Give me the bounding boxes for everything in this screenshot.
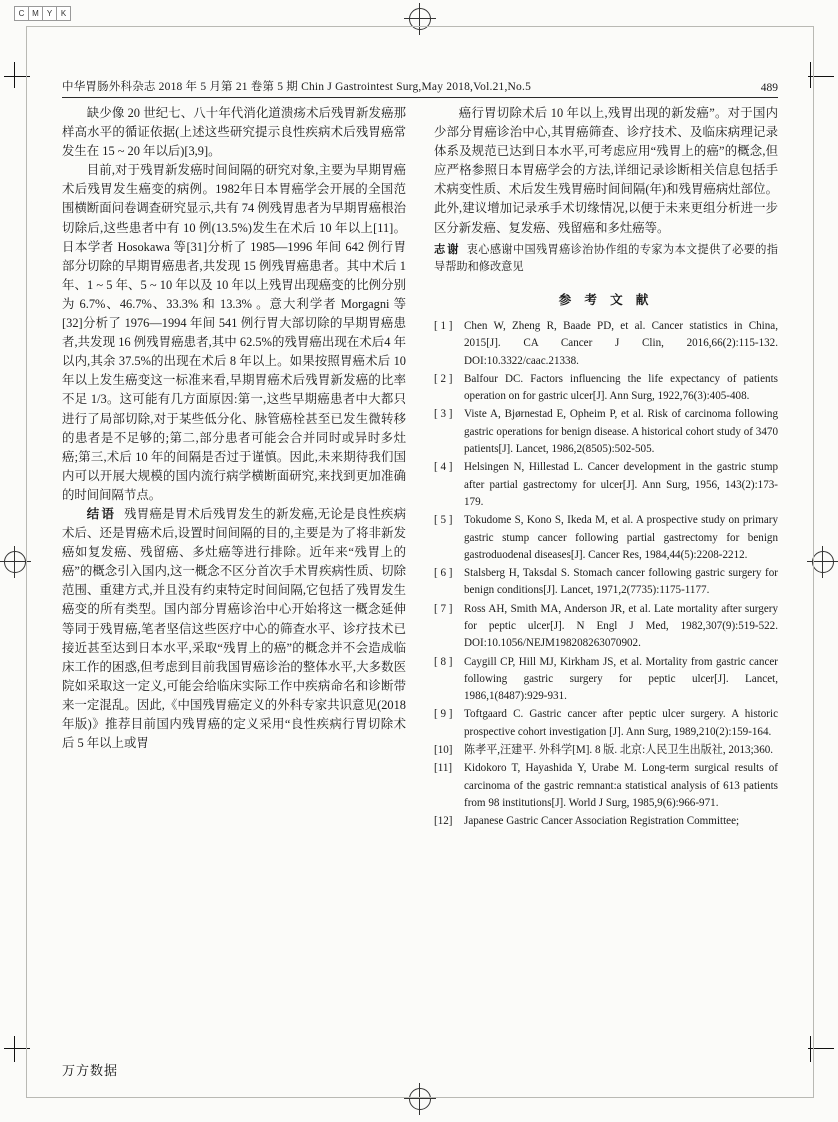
summary-label: 结语 bbox=[86, 506, 117, 521]
reference-text: Ross AH, Smith MA, Anderson JR, et al. Late mortality after surgery for peptic ulcer[J]. N Engl J Med, 1982,307(9):519-522. DOI:10.1056/NEJM198208263070902. bbox=[464, 602, 778, 650]
reference-text: Stalsberg H, Taksdal S. Stomach cancer following gastric surgery for benign conditions[J]. Lancet, 1971,2(7735):1175-1177. bbox=[464, 567, 778, 597]
reference-item bbox=[434, 760, 778, 812]
paragraph: 目前,对于残胃新发癌时间间隔的研究对象,主要为早期胃癌术后残胃发生癌变的病例。1982年日本胃癌学会开展的全国范围横断面问卷调查研究显示,共有 74 例残胃患者为早期胃癌根治切除后,这些患者中有 10 例(13.5%)发生在术后 10 年以上[11]。日本学者 Hosokawa 等[31]分析了 1985—1996 年间 642 例行胃部分切除的早期胃癌患者,共发现 15 例残胃癌患者。其中术后 1 年、1 ~ 5 年、5 ~ 10 年以及 10 年以上残胃出现癌变的比例分别为 6.7%、46.7%、33.3% 和 13.3% 。意大利学者 Morgagni 等[32]分析了 1976—1994 年间 541 例行胃大部切除的早期胃癌患者,共发现 16 例残胃癌患者,其中 62.5%的残胃癌出现在术后4 年以内,其余 37.5%的出现在术后 8 年以上。如果按照胃癌术后 10 年以上发生癌变这一标准来看,早期胃癌术后残胃新发癌的比率不足 1/3。这可能有几方面原因:第一,这些早期癌患者中大都只进行了局部切除,对于某些低分化、脉管癌栓甚至已发生微转移的患者是不足够的;第二,部分患者可能会合并同时或异时多灶癌;第三,术后 10 年的间隔是否过于谨慎。因此,未来期待我们国内可以开展大规模的国内流行病学横断面研究,来找到更加准确的时间间隔节点。 bbox=[62, 163, 406, 502]
reference-text: Helsingen N, Hillestad L. Cancer development in the gastric stump after partial gastrectomy for ulcer[J]. Ann Surg, 1956, 143(2):173-179. bbox=[464, 461, 778, 508]
registration-mark-right bbox=[812, 551, 834, 573]
cmyk-y: Y bbox=[43, 7, 57, 20]
crop-mark-bl-v bbox=[14, 1036, 15, 1062]
reference-text: Balfour DC. Factors influencing the life expectancy of patients operation on for gastric ulcer[J]. Ann Surg, 1922,76(3):405-408. bbox=[464, 372, 778, 403]
reference-number: [12] bbox=[434, 815, 453, 828]
reference-number: [10] bbox=[434, 744, 453, 757]
reference-number: [ 7 ] bbox=[434, 602, 453, 615]
reference-item bbox=[434, 601, 778, 653]
acknowledgement-label: 志谢 bbox=[434, 243, 461, 256]
reference-text: Japanese Gastric Cancer Association Registration Committee; bbox=[464, 815, 740, 828]
wanfang-database-watermark: 万方数据 bbox=[62, 1063, 119, 1078]
references-heading: 参 考 文 献 bbox=[558, 292, 654, 307]
reference-item bbox=[434, 565, 778, 600]
running-head bbox=[62, 78, 778, 98]
reference-number: [ 2 ] bbox=[434, 372, 453, 385]
reference-number: [ 4 ] bbox=[434, 461, 453, 474]
reference-item bbox=[434, 813, 778, 830]
reference-text: 陈孝平,汪建平. 外科学[M]. 8 版. 北京:人民卫生出版社, 2013;360. bbox=[464, 744, 774, 757]
right-column bbox=[434, 104, 778, 832]
acknowledgement-text: 衷心感谢中国残胃癌诊治协作组的专家为本文提供了必要的指导帮助和修改意见 bbox=[434, 243, 778, 274]
paragraph: 缺少像 20 世纪七、八十年代消化道溃疡术后残胃新发癌那样高水平的循证依据(上述这些研究提示良性疾病术后残胃癌常发生在 15 ~ 20 年以后)[3,9]。 bbox=[62, 106, 406, 159]
reference-text: Chen W, Zheng R, Baade PD, et al. Cancer statistics in China, 2015[J]. CA Cancer J Clin, 2016,66(2):115-132. DOI:10.3322/caac.21338. bbox=[464, 319, 778, 367]
reference-item bbox=[434, 654, 778, 706]
reference-item bbox=[434, 406, 778, 458]
paragraph: 癌行胃切除术后 10 年以上,残胃出现的新发癌”。对于国内少部分胃癌诊治中心,其胃癌筛查、诊疗技术、及临床病理记录体系及规范已达到日本水平,可考虑应用“残胃上的癌”的概念,但应严格参照日本胃癌学会的方法,详细记录诊断相关信息包括手术病变性质、术后发生残胃癌时间间隔(年)和残胃癌病灶部位。此外,建议增加记录承手术切缘情况,以便于未来更组分析进一步区分新发癌、复发癌、残留癌和多灶癌等。 bbox=[434, 106, 778, 235]
reference-item bbox=[434, 371, 778, 406]
summary-text: 残胃癌是胃术后残胃发生的新发癌,无论是良性疾病术后、还是胃癌术后,设置时间间隔的目的,主要是为了将非新发癌如复发癌、残留癌、多灶癌等进行排除。近年来“残胃上的癌”的概念引入国内,这一概念不区分首次手术胃疾病性质、切除范围、重建方式,并且没有约束特定时间间隔,它包括了残胃发生癌变的所有类型。国内部分胃癌诊治中心开始将这一概念延伸等同于残胃癌,笔者坚信这些医疗中心的筛查水平、诊疗技术已接近甚至达到日本水平,采取“残胃上的癌”的概念并不会造成临床工作的困惑,但考虑到目前我国胃癌诊治的整体水平,大多数医院如采取这一定义,可能会给临床实际工作中疾病命名和诊断带来一定混乱。因此,《中国残胃癌定义的外科专家共识意见(2018 年版)》推荐目前国内残胃癌的定义采用“良性疾病行胃切除术后 5 年以上或胃 bbox=[62, 506, 406, 751]
cmyk-color-bar bbox=[14, 6, 71, 21]
reference-item bbox=[434, 742, 778, 759]
references-list bbox=[434, 318, 778, 831]
reference-number: [11] bbox=[434, 762, 453, 775]
reference-number: [ 3 ] bbox=[434, 408, 453, 421]
reference-text: Tokudome S, Kono S, Ikeda M, et al. A prospective study on primary gastric stump cancer following partial gastrectomy for benign gastroduodenal diseases[J]. Cancer Res, 1984,44(5):2208-2212. bbox=[464, 514, 778, 561]
reference-text: Caygill CP, Hill MJ, Kirkham JS, et al. Mortality from gastric cancer following gastric surgery for peptic ulcer[J]. Lancet, 1986,1(8487):929-931. bbox=[464, 655, 778, 703]
reference-number: [ 8 ] bbox=[434, 655, 453, 668]
registration-mark-left bbox=[4, 551, 26, 573]
reference-number: [ 9 ] bbox=[434, 708, 453, 721]
summary-paragraph bbox=[62, 505, 406, 753]
cmyk-k: K bbox=[60, 9, 67, 18]
reference-number: [ 6 ] bbox=[434, 567, 453, 580]
reference-number: [ 5 ] bbox=[434, 514, 453, 527]
reference-item bbox=[434, 512, 778, 564]
reference-text: Viste A, Bjørnestad E, Opheim P, et al. Risk of carcinoma following gastric operations for benign disease. A historical cohort study of 3470 patients[J]. Lancet, 1986,2(8505):502-505. bbox=[464, 408, 778, 456]
reference-item bbox=[434, 706, 778, 741]
reference-text: Kidokoro T, Hayashida Y, Urabe M. Long-term surgical results of carcinoma of the gastric remnant:a statistical analysis of 613 patients from 98 institutions[J]. World J Surg, 1985,9(6):966-971. bbox=[464, 762, 778, 809]
reference-item bbox=[434, 459, 778, 511]
acknowledgement bbox=[434, 242, 778, 277]
reference-text: Toftgaard C. Gastric cancer after peptic ulcer surgery. A historic prospective cohort investigation [J]. Ann Surg, 1989,210(2):159-164. bbox=[464, 708, 778, 738]
left-column bbox=[62, 104, 406, 753]
page-number: 489 bbox=[760, 82, 778, 94]
crop-mark-tl-v bbox=[14, 62, 15, 88]
cmyk-c: C bbox=[15, 7, 29, 20]
journal-citation: 中华胃肠外科杂志 2018 年 5 月第 21 卷第 5 期 Chin J Gastrointest Surg,May 2018,Vol.21,No.5 bbox=[62, 81, 532, 93]
cmyk-m: M bbox=[29, 7, 43, 20]
reference-item bbox=[434, 318, 778, 370]
reference-number: [ 1 ] bbox=[434, 319, 453, 332]
